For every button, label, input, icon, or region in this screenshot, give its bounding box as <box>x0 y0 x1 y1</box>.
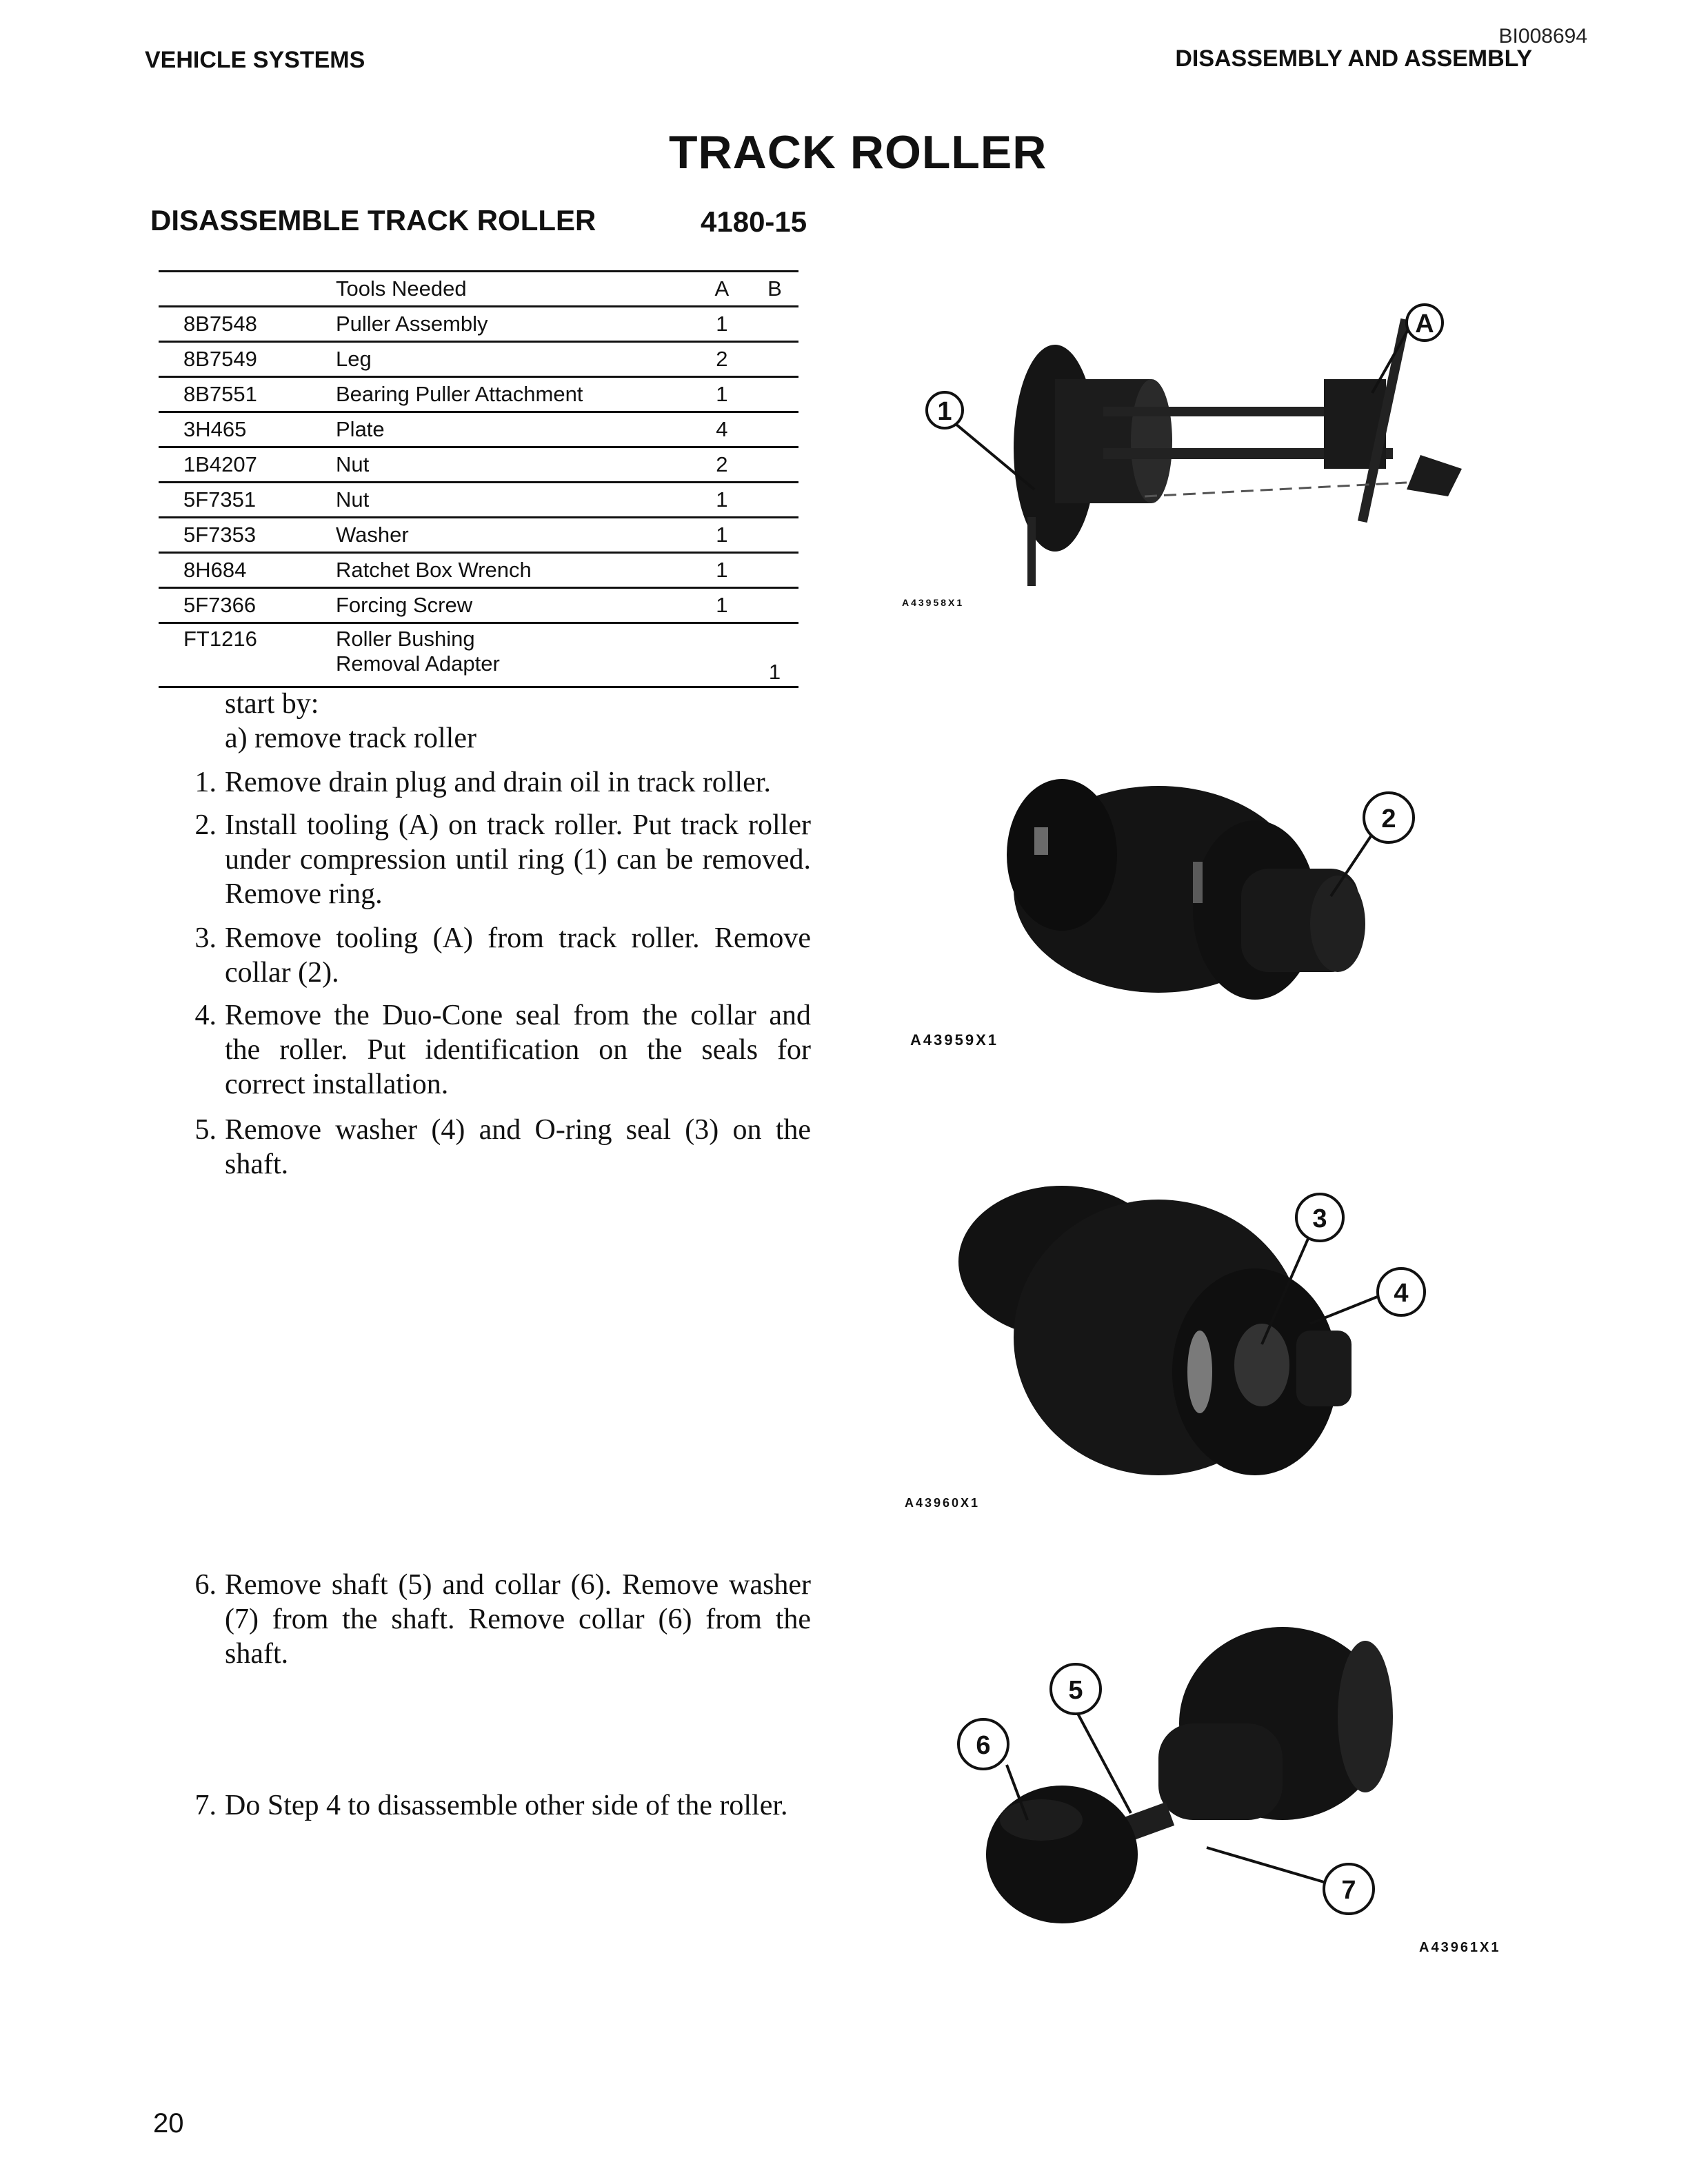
table-cell-part: 5F7353 <box>183 523 257 547</box>
table-header-b: B <box>767 276 782 301</box>
figure-code: A43958X1 <box>902 597 965 608</box>
table-header-a: A <box>714 276 730 301</box>
table-row <box>159 447 798 483</box>
table-row <box>159 518 798 553</box>
step-text: Remove the Duo-Cone seal from the collar and the roller. Put identification on the seals for correct installation. <box>225 1000 811 1100</box>
step-number: 5. <box>194 1114 217 1146</box>
procedure-step-6 <box>175 1568 811 1671</box>
table-row <box>159 553 798 588</box>
callout-label: 1 <box>937 397 952 426</box>
step-number: 4. <box>194 1000 217 1031</box>
table-cell-b <box>751 342 798 377</box>
table-cell-part: 5F7366 <box>183 593 257 617</box>
table-cell-b: 1 <box>768 660 781 684</box>
table-header-row <box>159 272 798 307</box>
table-header-tools-needed: Tools Needed <box>336 276 467 301</box>
table-cell-b <box>751 447 798 483</box>
table-cell-part: 8B7549 <box>183 347 257 371</box>
step-text: Remove washer (4) and O-ring seal (3) on the shaft. <box>225 1114 811 1180</box>
table-cell-part: 3H465 <box>183 417 247 441</box>
table-cell-part: 8B7551 <box>183 382 257 406</box>
shaft-collar-illustration <box>938 1613 1420 1937</box>
table-cell-b <box>751 588 798 623</box>
step-number: 3. <box>194 922 217 954</box>
page-number: 20 <box>153 2108 184 2138</box>
callout-label: 5 <box>1068 1676 1083 1705</box>
tools-needed-table <box>159 270 798 688</box>
washer-oring-illustration <box>938 1165 1476 1489</box>
table-cell-a <box>693 623 751 687</box>
table-cell-a: 1 <box>716 593 728 617</box>
table-cell-description: Plate <box>336 417 385 441</box>
figure-code: A43961X1 <box>1419 1940 1501 1955</box>
step-number: 7. <box>194 1790 217 1821</box>
table-header-part <box>159 272 336 307</box>
start-by-item-a: a) remove track roller <box>225 722 476 754</box>
table-cell-part: 1B4207 <box>183 452 257 476</box>
procedure-step-2 <box>175 808 811 911</box>
table-cell-description-line-2: Removal Adapter <box>336 651 500 676</box>
table-cell-a: 4 <box>716 417 728 441</box>
table-cell-a: 1 <box>716 523 728 547</box>
table-cell-part: 8H684 <box>183 558 247 582</box>
callout-label: 3 <box>1312 1204 1327 1233</box>
step-text: Remove tooling (A) from track roller. Remove collar (2). <box>225 922 811 989</box>
step-number: 2. <box>194 809 217 841</box>
tooling-illustration <box>896 290 1489 607</box>
figure-tooling-on-roller <box>896 290 1489 607</box>
document-id: BI008694 <box>1498 25 1587 48</box>
step-number: 1. <box>194 767 217 798</box>
table-cell-b <box>751 518 798 553</box>
table-cell-b <box>751 412 798 447</box>
table-cell-a: 1 <box>716 558 728 582</box>
table-cell-a: 2 <box>716 452 728 476</box>
callout-label: A <box>1415 310 1434 338</box>
procedure-step-3 <box>175 921 811 990</box>
step-text: Do Step 4 to disassemble other side of the roller. <box>225 1790 788 1821</box>
table-row <box>159 307 798 342</box>
procedure-step-4 <box>175 998 811 1102</box>
callout-label: 6 <box>976 1731 991 1760</box>
roller-collar-illustration <box>952 745 1448 1034</box>
figure-code: A43960X1 <box>905 1496 981 1510</box>
table-row <box>159 377 798 412</box>
table-cell-b <box>751 377 798 412</box>
procedure-step-1 <box>175 765 782 800</box>
table-cell-description: Washer <box>336 523 409 547</box>
table-cell-b <box>751 553 798 588</box>
table-cell-description: Forcing Screw <box>336 593 473 617</box>
table-cell-a: 1 <box>716 312 728 336</box>
table-row <box>159 623 798 687</box>
header-left-title: VEHICLE SYSTEMS <box>145 47 365 73</box>
callout-label: 7 <box>1341 1876 1356 1905</box>
figure-roller-collar <box>952 745 1448 1034</box>
table-cell-part: FT1216 <box>183 627 257 651</box>
step-text: Remove shaft (5) and collar (6). Remove washer (7) from the shaft. Remove collar (6) from the shaft. <box>225 1569 811 1670</box>
table-cell-description: Leg <box>336 347 372 371</box>
header-right-title: DISASSEMBLY AND ASSEMBLY <box>1175 46 1532 72</box>
figure-washer-oring <box>938 1165 1476 1489</box>
figure-shaft-collar-washer <box>938 1613 1420 1937</box>
table-row <box>159 483 798 518</box>
callout-label: 4 <box>1394 1279 1409 1308</box>
section-code: 4180-15 <box>701 205 807 238</box>
table-cell-description-line-1: Roller Bushing <box>336 627 475 651</box>
table-cell-part: 8B7548 <box>183 312 257 336</box>
table-row <box>159 412 798 447</box>
table-cell-description <box>336 623 693 687</box>
table-cell-a: 2 <box>716 347 728 371</box>
table-cell-description: Ratchet Box Wrench <box>336 558 532 582</box>
figure-code: A43959X1 <box>910 1031 998 1049</box>
page-title: TRACK ROLLER <box>669 126 1047 179</box>
table-cell-a: 1 <box>716 382 728 406</box>
step-text: Remove drain plug and drain oil in track roller. <box>225 767 771 798</box>
table-row <box>159 342 798 377</box>
table-cell-description: Puller Assembly <box>336 312 488 336</box>
section-title: DISASSEMBLE TRACK ROLLER <box>150 204 596 236</box>
table-cell-description: Nut <box>336 452 370 476</box>
step-number: 6. <box>194 1569 217 1601</box>
callout-label: 2 <box>1381 805 1396 833</box>
table-cell-description: Bearing Puller Attachment <box>336 382 583 406</box>
table-cell-part: 5F7351 <box>183 487 257 512</box>
table-cell-description: Nut <box>336 487 370 512</box>
step-text: Install tooling (A) on track roller. Put track roller under compression until ring (1) can be removed. Remove ring. <box>225 809 811 910</box>
procedure-step-5 <box>175 1113 811 1182</box>
table-cell-b <box>751 307 798 342</box>
table-cell-a: 1 <box>716 487 728 512</box>
start-by-label: start by: <box>225 688 319 720</box>
table-cell-b <box>751 483 798 518</box>
procedure-step-7 <box>175 1788 788 1823</box>
table-row <box>159 588 798 623</box>
